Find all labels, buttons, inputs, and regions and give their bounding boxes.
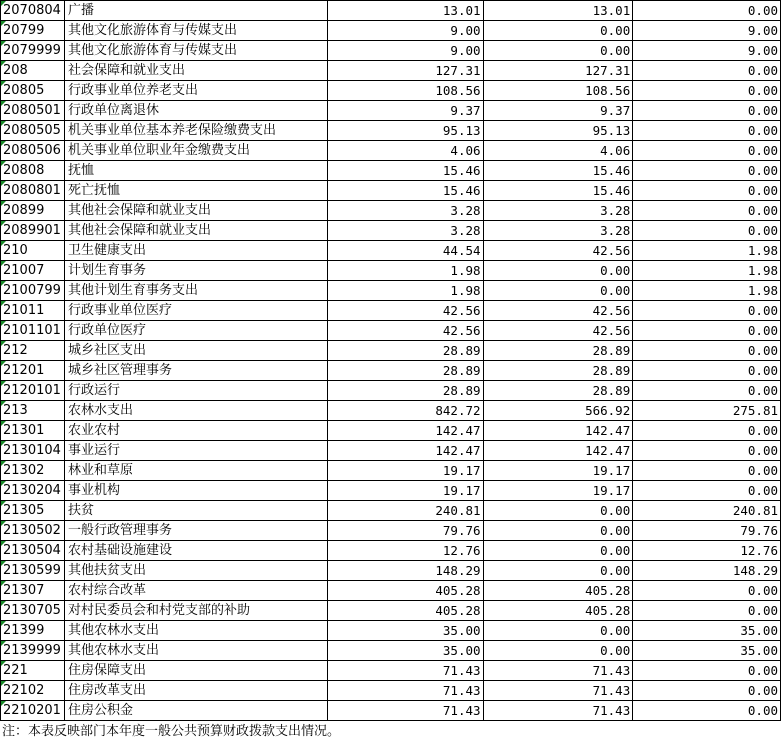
account-name-cell[interactable]: 扶贫 (64, 501, 327, 521)
total-amount-cell[interactable]: 127.31 (327, 61, 483, 81)
account-code-cell[interactable]: 20799 (1, 21, 65, 41)
table-row (1, 341, 781, 361)
total-amount-cell[interactable]: 15.46 (327, 181, 483, 201)
account-name-cell[interactable]: 住房保障支出 (64, 661, 327, 681)
basic-expenditure-cell[interactable]: 42.56 (483, 241, 633, 261)
account-code-cell[interactable]: 2130204 (1, 481, 65, 501)
project-expenditure-cell[interactable]: 9.00 (633, 41, 781, 61)
account-name-cell[interactable]: 行政事业单位养老支出 (64, 81, 327, 101)
account-code-cell[interactable]: 20899 (1, 201, 65, 221)
project-expenditure-cell[interactable]: 0.00 (633, 601, 781, 621)
account-name-cell[interactable]: 广播 (64, 1, 327, 21)
account-code-cell[interactable]: 2080505 (1, 121, 65, 141)
account-code-cell[interactable]: 21011 (1, 301, 65, 321)
basic-expenditure-cell[interactable]: 15.46 (483, 161, 633, 181)
basic-expenditure-cell[interactable]: 0.00 (483, 621, 633, 641)
table-row (1, 241, 781, 261)
total-amount-cell[interactable]: 28.89 (327, 341, 483, 361)
basic-expenditure-cell[interactable]: 19.17 (483, 461, 633, 481)
account-code-cell[interactable]: 2130104 (1, 441, 65, 461)
project-expenditure-cell[interactable]: 0.00 (633, 1, 781, 21)
account-name-cell[interactable]: 其他文化旅游体育与传媒支出 (64, 21, 327, 41)
account-code-cell[interactable]: 2210201 (1, 701, 65, 721)
project-expenditure-cell[interactable]: 0.00 (633, 381, 781, 401)
account-code-cell[interactable]: 21007 (1, 261, 65, 281)
account-code-cell[interactable]: 21301 (1, 421, 65, 441)
table-row (1, 701, 781, 721)
total-amount-cell[interactable]: 95.13 (327, 121, 483, 141)
account-name-cell[interactable]: 其他文化旅游体育与传媒支出 (64, 41, 327, 61)
total-amount-cell[interactable]: 19.17 (327, 481, 483, 501)
table-row (1, 301, 781, 321)
account-name-cell[interactable]: 其他计划生育事务支出 (64, 281, 327, 301)
basic-expenditure-cell[interactable]: 566.92 (483, 401, 633, 421)
account-code-cell[interactable]: 2089901 (1, 221, 65, 241)
total-amount-cell[interactable]: 42.56 (327, 301, 483, 321)
table-row (1, 541, 781, 561)
table-row (1, 501, 781, 521)
project-expenditure-cell[interactable]: 0.00 (633, 461, 781, 481)
project-expenditure-cell[interactable]: 0.00 (633, 481, 781, 501)
account-code-cell[interactable]: 22102 (1, 681, 65, 701)
project-expenditure-cell[interactable]: 1.98 (633, 241, 781, 261)
table-row (1, 21, 781, 41)
table-row (1, 281, 781, 301)
table-row (1, 461, 781, 481)
project-expenditure-cell[interactable]: 9.00 (633, 21, 781, 41)
total-amount-cell[interactable]: 4.06 (327, 141, 483, 161)
total-amount-cell[interactable]: 142.47 (327, 441, 483, 461)
project-expenditure-cell[interactable]: 0.00 (633, 661, 781, 681)
table-row (1, 681, 781, 701)
table-body (1, 1, 781, 721)
total-amount-cell[interactable]: 842.72 (327, 401, 483, 421)
basic-expenditure-cell[interactable]: 405.28 (483, 601, 633, 621)
basic-expenditure-cell[interactable]: 9.37 (483, 101, 633, 121)
basic-expenditure-cell[interactable]: 28.89 (483, 361, 633, 381)
basic-expenditure-cell[interactable]: 42.56 (483, 321, 633, 341)
table-row (1, 481, 781, 501)
table-row (1, 161, 781, 181)
account-code-cell[interactable]: 2079999 (1, 41, 65, 61)
basic-expenditure-cell[interactable]: 28.89 (483, 381, 633, 401)
project-expenditure-cell[interactable]: 79.76 (633, 521, 781, 541)
basic-expenditure-cell[interactable]: 142.47 (483, 441, 633, 461)
basic-expenditure-cell[interactable]: 28.89 (483, 341, 633, 361)
basic-expenditure-cell[interactable]: 108.56 (483, 81, 633, 101)
account-code-cell[interactable]: 21399 (1, 621, 65, 641)
account-name-cell[interactable]: 其他社会保障和就业支出 (64, 221, 327, 241)
total-amount-cell[interactable]: 148.29 (327, 561, 483, 581)
account-name-cell[interactable]: 农村基础设施建设 (64, 541, 327, 561)
total-amount-cell[interactable]: 3.28 (327, 201, 483, 221)
total-amount-cell[interactable]: 42.56 (327, 321, 483, 341)
basic-expenditure-cell[interactable]: 0.00 (483, 41, 633, 61)
project-expenditure-cell[interactable]: 12.76 (633, 541, 781, 561)
total-amount-cell[interactable]: 19.17 (327, 461, 483, 481)
account-code-cell[interactable]: 2130504 (1, 541, 65, 561)
account-code-cell[interactable]: 208 (1, 61, 65, 81)
account-name-cell[interactable]: 农村综合改革 (64, 581, 327, 601)
account-code-cell[interactable]: 2080501 (1, 101, 65, 121)
project-expenditure-cell[interactable]: 0.00 (633, 121, 781, 141)
account-code-cell[interactable]: 210 (1, 241, 65, 261)
table-row (1, 101, 781, 121)
basic-expenditure-cell[interactable]: 0.00 (483, 641, 633, 661)
total-amount-cell[interactable]: 3.28 (327, 221, 483, 241)
total-amount-cell[interactable]: 9.37 (327, 101, 483, 121)
basic-expenditure-cell[interactable]: 127.31 (483, 61, 633, 81)
table-row (1, 641, 781, 661)
account-code-cell[interactable]: 20805 (1, 81, 65, 101)
account-code-cell[interactable]: 2130599 (1, 561, 65, 581)
total-amount-cell[interactable]: 35.00 (327, 641, 483, 661)
table-row (1, 41, 781, 61)
account-name-cell[interactable]: 其他扶贫支出 (64, 561, 327, 581)
project-expenditure-cell[interactable]: 0.00 (633, 141, 781, 161)
project-expenditure-cell[interactable]: 0.00 (633, 61, 781, 81)
table-row (1, 261, 781, 281)
account-name-cell[interactable]: 计划生育事务 (64, 261, 327, 281)
basic-expenditure-cell[interactable]: 405.28 (483, 581, 633, 601)
project-expenditure-cell[interactable]: 0.00 (633, 301, 781, 321)
account-name-cell[interactable]: 事业运行 (64, 441, 327, 461)
total-amount-cell[interactable]: 35.00 (327, 621, 483, 641)
account-name-cell[interactable]: 一般行政管理事务 (64, 521, 327, 541)
project-expenditure-cell[interactable]: 0.00 (633, 361, 781, 381)
account-code-cell[interactable]: 20808 (1, 161, 65, 181)
project-expenditure-cell[interactable]: 1.98 (633, 261, 781, 281)
table-row (1, 201, 781, 221)
account-code-cell[interactable]: 212 (1, 341, 65, 361)
table-row (1, 321, 781, 341)
project-expenditure-cell[interactable]: 35.00 (633, 621, 781, 641)
total-amount-cell[interactable]: 28.89 (327, 381, 483, 401)
account-name-cell[interactable]: 林业和草原 (64, 461, 327, 481)
table-row (1, 581, 781, 601)
project-expenditure-cell[interactable]: 35.00 (633, 641, 781, 661)
account-name-cell[interactable]: 抚恤 (64, 161, 327, 181)
account-name-cell[interactable]: 行政事业单位医疗 (64, 301, 327, 321)
project-expenditure-cell[interactable]: 0.00 (633, 441, 781, 461)
total-amount-cell[interactable]: 9.00 (327, 41, 483, 61)
table-row (1, 81, 781, 101)
total-amount-cell[interactable]: 405.28 (327, 601, 483, 621)
total-amount-cell[interactable]: 1.98 (327, 281, 483, 301)
project-expenditure-cell[interactable]: 0.00 (633, 321, 781, 341)
project-expenditure-cell[interactable]: 0.00 (633, 701, 781, 721)
table-row (1, 61, 781, 81)
account-name-cell[interactable]: 死亡抚恤 (64, 181, 327, 201)
project-expenditure-cell[interactable]: 0.00 (633, 681, 781, 701)
account-name-cell[interactable]: 行政运行 (64, 381, 327, 401)
basic-expenditure-cell[interactable]: 0.00 (483, 261, 633, 281)
basic-expenditure-cell[interactable]: 42.56 (483, 301, 633, 321)
account-name-cell[interactable]: 事业机构 (64, 481, 327, 501)
project-expenditure-cell[interactable]: 275.81 (633, 401, 781, 421)
total-amount-cell[interactable]: 108.56 (327, 81, 483, 101)
account-name-cell[interactable]: 城乡社区管理事务 (64, 361, 327, 381)
basic-expenditure-cell[interactable]: 13.01 (483, 1, 633, 21)
table-row (1, 381, 781, 401)
table-row (1, 601, 781, 621)
total-amount-cell[interactable]: 13.01 (327, 1, 483, 21)
total-amount-cell[interactable]: 12.76 (327, 541, 483, 561)
table-row (1, 441, 781, 461)
basic-expenditure-cell[interactable]: 0.00 (483, 541, 633, 561)
account-name-cell[interactable]: 卫生健康支出 (64, 241, 327, 261)
account-name-cell[interactable]: 行政单位离退休 (64, 101, 327, 121)
table-row (1, 181, 781, 201)
account-code-cell[interactable]: 2080506 (1, 141, 65, 161)
account-code-cell[interactable]: 2130502 (1, 521, 65, 541)
basic-expenditure-cell[interactable]: 71.43 (483, 661, 633, 681)
total-amount-cell[interactable]: 71.43 (327, 681, 483, 701)
account-name-cell[interactable]: 对村民委员会和村党支部的补助 (64, 601, 327, 621)
account-name-cell[interactable]: 其他农林水支出 (64, 621, 327, 641)
account-code-cell[interactable]: 2080801 (1, 181, 65, 201)
account-code-cell[interactable]: 221 (1, 661, 65, 681)
account-code-cell[interactable]: 21201 (1, 361, 65, 381)
total-amount-cell[interactable]: 28.89 (327, 361, 483, 381)
account-code-cell[interactable]: 213 (1, 401, 65, 421)
table-row (1, 121, 781, 141)
project-expenditure-cell[interactable]: 1.98 (633, 281, 781, 301)
account-name-cell[interactable]: 机关事业单位基本养老保险缴费支出 (64, 121, 327, 141)
total-amount-cell[interactable]: 1.98 (327, 261, 483, 281)
account-name-cell[interactable]: 农业农村 (64, 421, 327, 441)
table-row (1, 561, 781, 581)
table-row (1, 1, 781, 21)
account-code-cell[interactable]: 2130705 (1, 601, 65, 621)
project-expenditure-cell[interactable]: 0.00 (633, 581, 781, 601)
basic-expenditure-cell[interactable]: 19.17 (483, 481, 633, 501)
basic-expenditure-cell[interactable]: 71.43 (483, 701, 633, 721)
project-expenditure-cell[interactable]: 0.00 (633, 221, 781, 241)
total-amount-cell[interactable]: 240.81 (327, 501, 483, 521)
account-code-cell[interactable]: 2100799 (1, 281, 65, 301)
project-expenditure-cell[interactable]: 0.00 (633, 421, 781, 441)
account-code-cell[interactable]: 21302 (1, 461, 65, 481)
basic-expenditure-cell[interactable]: 0.00 (483, 521, 633, 541)
total-amount-cell[interactable]: 71.43 (327, 701, 483, 721)
total-amount-cell[interactable]: 405.28 (327, 581, 483, 601)
account-code-cell[interactable]: 2139999 (1, 641, 65, 661)
account-name-cell[interactable]: 其他农林水支出 (64, 641, 327, 661)
account-name-cell[interactable]: 行政单位医疗 (64, 321, 327, 341)
project-expenditure-cell[interactable]: 148.29 (633, 561, 781, 581)
account-code-cell[interactable]: 21305 (1, 501, 65, 521)
total-amount-cell[interactable]: 71.43 (327, 661, 483, 681)
total-amount-cell[interactable]: 9.00 (327, 21, 483, 41)
project-expenditure-cell[interactable]: 0.00 (633, 181, 781, 201)
account-name-cell[interactable]: 住房公积金 (64, 701, 327, 721)
total-amount-cell[interactable]: 79.76 (327, 521, 483, 541)
account-name-cell[interactable]: 社会保障和就业支出 (64, 61, 327, 81)
basic-expenditure-cell[interactable]: 71.43 (483, 681, 633, 701)
account-name-cell[interactable]: 住房改革支出 (64, 681, 327, 701)
table-row (1, 521, 781, 541)
basic-expenditure-cell[interactable]: 3.28 (483, 221, 633, 241)
basic-expenditure-cell[interactable]: 15.46 (483, 181, 633, 201)
basic-expenditure-cell[interactable]: 0.00 (483, 21, 633, 41)
project-expenditure-cell[interactable]: 240.81 (633, 501, 781, 521)
total-amount-cell[interactable]: 44.54 (327, 241, 483, 261)
account-name-cell[interactable]: 其他社会保障和就业支出 (64, 201, 327, 221)
table-row (1, 661, 781, 681)
project-expenditure-cell[interactable]: 0.00 (633, 81, 781, 101)
table-row (1, 401, 781, 421)
basic-expenditure-cell[interactable]: 0.00 (483, 501, 633, 521)
basic-expenditure-cell[interactable]: 95.13 (483, 121, 633, 141)
table-row (1, 141, 781, 161)
table-row (1, 621, 781, 641)
basic-expenditure-cell[interactable]: 0.00 (483, 561, 633, 581)
account-code-cell[interactable]: 2101101 (1, 321, 65, 341)
footnote: 注：本表反映部门本年度一般公共预算财政拨款支出情况。 (2, 724, 341, 739)
account-code-cell[interactable]: 2120101 (1, 381, 65, 401)
total-amount-cell[interactable]: 15.46 (327, 161, 483, 181)
table-row (1, 361, 781, 381)
basic-expenditure-cell[interactable]: 0.00 (483, 281, 633, 301)
basic-expenditure-cell[interactable]: 142.47 (483, 421, 633, 441)
account-name-cell[interactable]: 农林水支出 (64, 401, 327, 421)
project-expenditure-cell[interactable]: 0.00 (633, 201, 781, 221)
project-expenditure-cell[interactable]: 0.00 (633, 341, 781, 361)
account-name-cell[interactable]: 城乡社区支出 (64, 341, 327, 361)
project-expenditure-cell[interactable]: 0.00 (633, 101, 781, 121)
account-code-cell[interactable]: 21307 (1, 581, 65, 601)
total-amount-cell[interactable]: 142.47 (327, 421, 483, 441)
table-row (1, 221, 781, 241)
basic-expenditure-cell[interactable]: 4.06 (483, 141, 633, 161)
project-expenditure-cell[interactable]: 0.00 (633, 161, 781, 181)
account-name-cell[interactable]: 机关事业单位职业年金缴费支出 (64, 141, 327, 161)
table-row (1, 421, 781, 441)
account-code-cell[interactable]: 2070804 (1, 1, 65, 21)
basic-expenditure-cell[interactable]: 3.28 (483, 201, 633, 221)
